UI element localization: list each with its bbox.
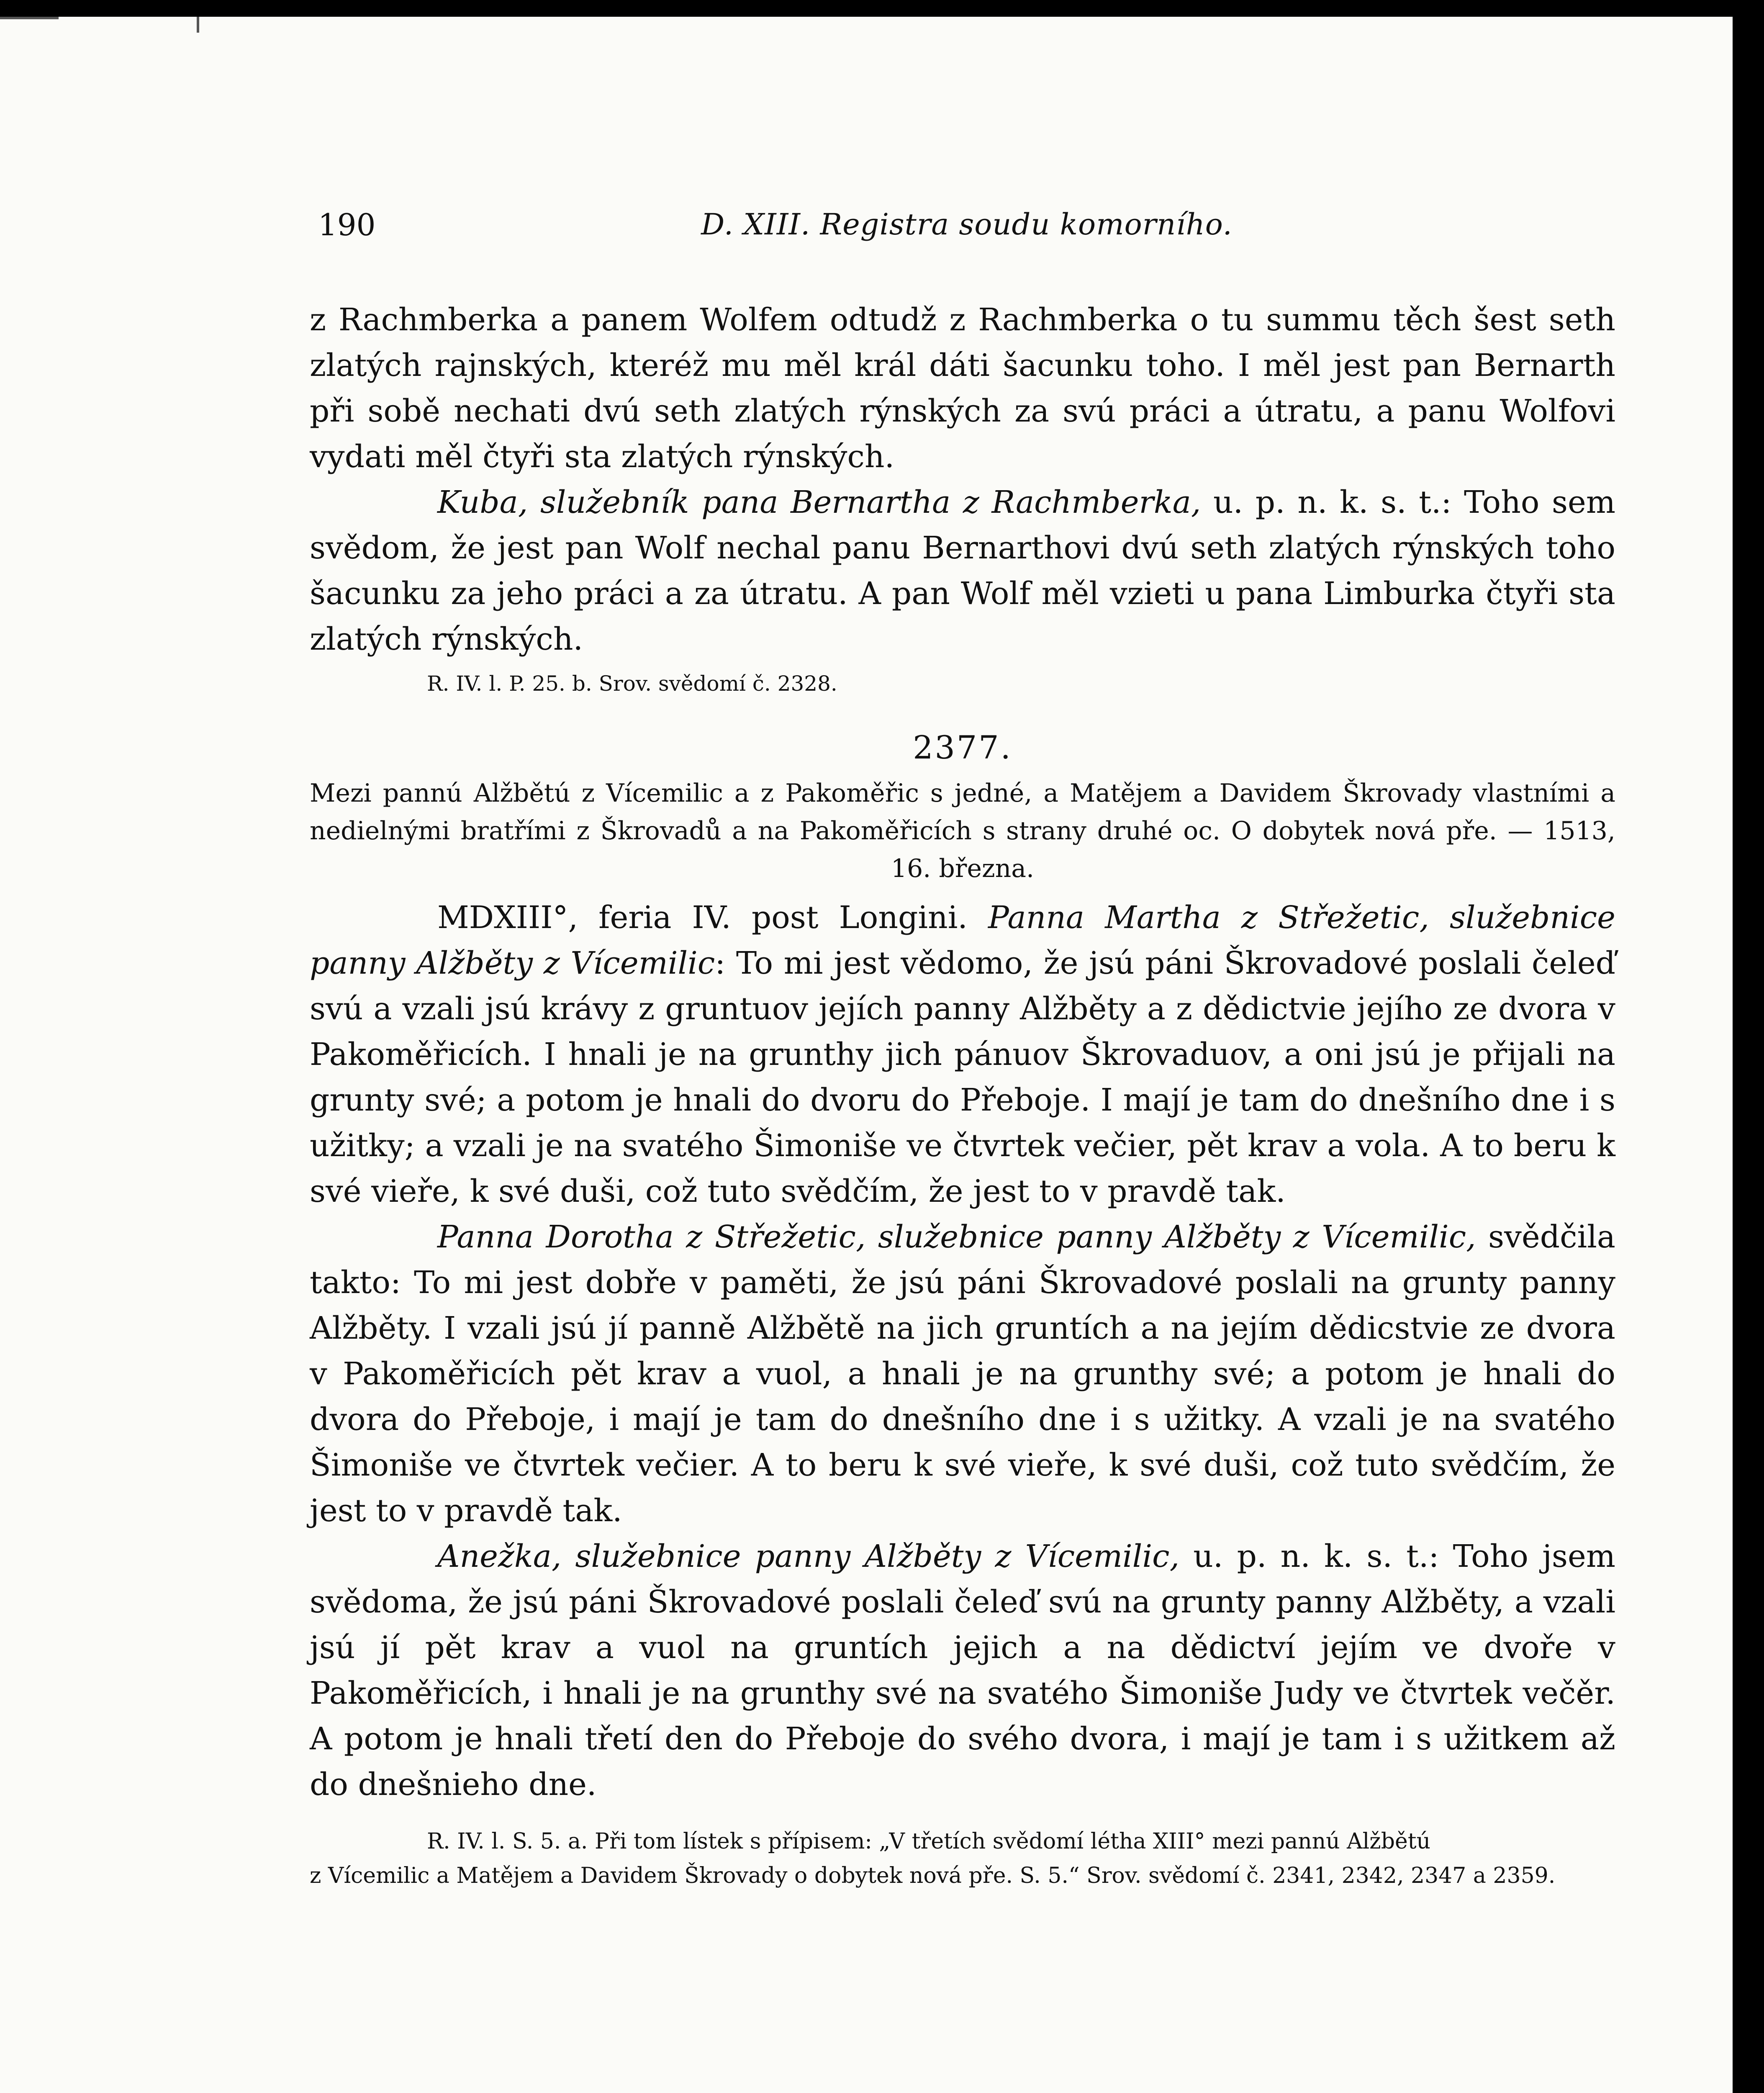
testimony-text: u. p. n. k. s. t.: Toho jsem svědoma, že jsú páni Škrovadové poslali čeleď svú na grunty panny Alžběty, a vzali jsú jí pět krav a vuol na gruntích jejich a na dědictví jejím ve dvoře v Pakoměřicích, i hnali je na grunthy své na svatého Šimoniše Judy ve čtvrtek večěr. A potom je hnali třetí den do Přeboje do svého dvora, i mají je tam i s užitkem až do dnešnieho dne. xyxy=(310,1538,1615,1802)
witness-name: Kuba, služebník pana Bernartha z Rachmberka, xyxy=(437,484,1201,520)
testimony-martha xyxy=(310,895,1615,1214)
testimony-kuba xyxy=(310,480,1615,662)
page-body xyxy=(310,297,1615,1893)
page-header xyxy=(318,207,1615,253)
date-line: MDXIII°, feria IV. post Longini. xyxy=(437,900,988,936)
regest: Mezi pannú Alžbětú z Vícemilic a z Pakoměřic s jedné, a Matějem a Davidem Škrovady vlastními a nedielnými bratřími z Škrovadů a na Pakoměřicích s strany druhé oc. O dobytek nová pře. — 1513, 16. března. xyxy=(310,779,1615,883)
footnote-line: z Vícemilic a Matějem a Davidem Škrovady o dobytek nová pře. S. 5.“ Srov. svědomí č. 2341, 2342, 2347 a 2359. xyxy=(310,1863,1556,1888)
running-title: D. XIII. Registra soudu komorního. xyxy=(701,207,1232,242)
document-page xyxy=(0,17,1733,2093)
testimony-dorotha xyxy=(310,1214,1615,1534)
page-number: 190 xyxy=(318,207,376,242)
paragraph-continuation: z Rachmberka a panem Wolfem odtudž z Rachmberka o tu summu těch šest seth zlatých rajnských, kteréž mu měl král dáti šacunku toho. I měl jest pan Bernarth při sobě nechati dvú seth zlatých rýnských za svú práci a útratu, a panu Wolfovi vydati měl čtyři sta zlatých rýnských. xyxy=(310,302,1615,475)
testimony-text: u. p. n. k. s. t.: Toho sem svědom, že jest pan Wolf nechal panu Bernarthovi dvú seth zlatých rýnských toho šacunku za jeho práci a za útratu. A pan Wolf měl vzieti u pana Limburka čtyři sta zlatých rýnských. xyxy=(310,484,1615,657)
document-number: 2377. xyxy=(913,729,1012,766)
testimony-anezka xyxy=(310,1534,1615,1808)
footnote-line: R. IV. l. S. 5. a. Při tom lístek s přípisem: „V třetích svědomí létha XIII° mezi pannú Alžbětú xyxy=(427,1829,1431,1854)
scan-mark xyxy=(0,17,59,19)
witness-name: Anežka, služebnice panny Alžběty z Vícemilic, xyxy=(437,1538,1180,1574)
scan-mark xyxy=(197,17,199,33)
testimony-text: : To mi jest vědomo, že jsú páni Škrovadové poslali čeleď svú a vzali jsú krávy z gruntuov jejích panny Alžběty a z dědictvie jejího ze dvora v Pakoměřicích. I hnali je na grunthy jich pánuov Škrovaduov, a oni jsú je přijali na grunty své; a potom je hnali do dvoru do Přeboje. I mají je tam do dnešního dne i s užitky; a vzali je na svatého Šimoniše ve čtvrtek večier, pět krav a vola. A to beru k své vieře, k své duši, což tuto svědčím, že jest to v pravdě tak. xyxy=(310,945,1615,1209)
witness-name: Panna Dorotha z Střežetic, služebnice panny Alžběty z Vícemilic, xyxy=(437,1219,1476,1255)
witness-name: Panna Martha z Střežetic, služebnice panny Alžběty z Vícemilic xyxy=(310,900,1615,981)
source-reference: R. IV. l. P. 25. b. Srov. svědomí č. 2328. xyxy=(427,671,837,696)
testimony-text: svědčila takto: To mi jest dobře v paměti, že jsú páni Škrovadové poslali na grunty panny Alžběty. I vzali jsú jí panně Alžbětě na jich gruntích a na jejím dědicstvie ze dvora v Pakoměřicích pět krav a vuol, a hnali je na grunthy své; a potom je hnali do dvora do Přeboje, i mají je tam do dnešního dne i s užitky. A vzali je na svatého Šimoniše ve čtvrtek večier. A to beru k své vieře, k své duši, což tuto svědčím, že jest to v pravdě tak. xyxy=(310,1219,1615,1529)
footnote xyxy=(310,1824,1615,1893)
